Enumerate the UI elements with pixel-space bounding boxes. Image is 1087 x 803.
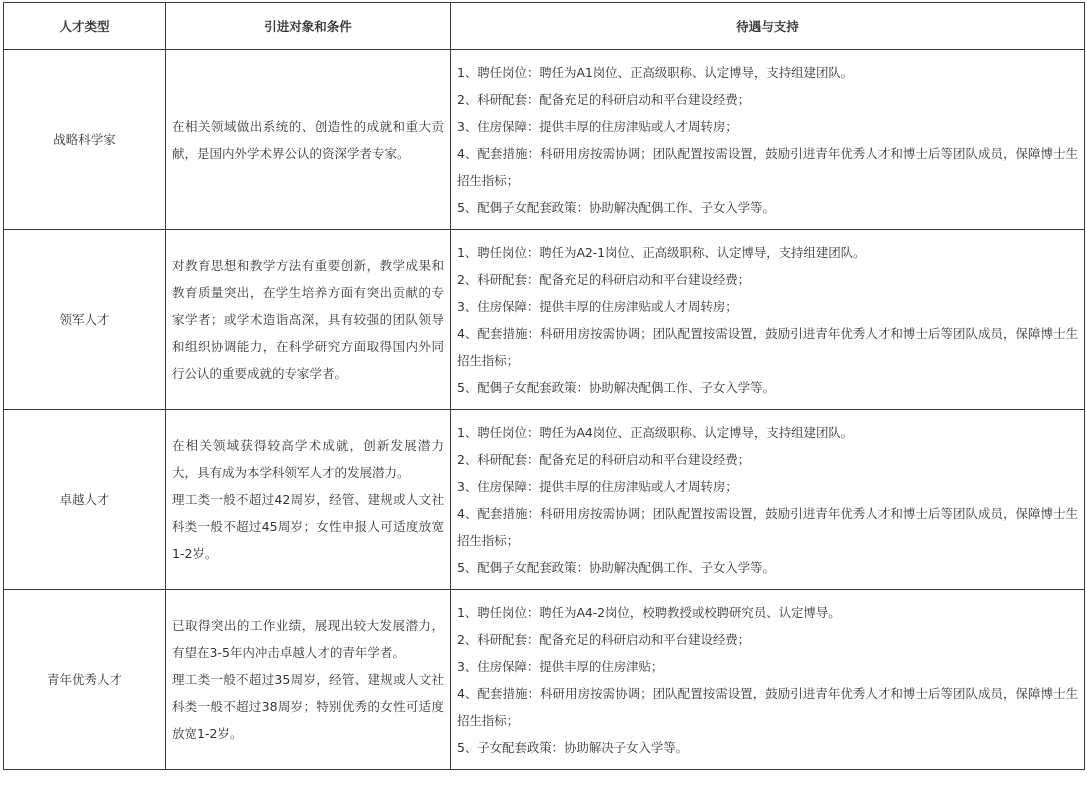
benefit-item: 1、聘任岗位：聘任为A2-1岗位、正高级职称、认定博导，支持组建团队。 xyxy=(457,244,866,260)
talent-policy-table-wrapper xyxy=(3,2,1085,770)
talent-type-cell: 青年优秀人才 xyxy=(4,590,166,770)
benefit-item: 4、配套措施：科研用房按需协调；团队配置按需设置，鼓励引进青年优秀人才和博士后等团队成员，保障博士生招生指标； xyxy=(457,325,1078,368)
benefit-item: 3、住房保障：提供丰厚的住房津贴或人才周转房； xyxy=(457,118,738,134)
condition-text: 对教育思想和教学方法有重要创新，教学成果和教育质量突出，在学生培养方面有突出贡献的专家学者；或学术造诣高深，具有较强的团队领导和组织协调能力，在科学研究方面取得国内外同行公认的重要成就的专家学者。 xyxy=(172,258,444,381)
conditions-cell xyxy=(166,410,451,590)
table-row xyxy=(4,410,1085,590)
benefit-item: 2、科研配套：配备充足的科研启动和平台建设经费； xyxy=(457,271,751,287)
benefit-item: 1、聘任岗位：聘任为A1岗位、正高级职称、认定博导，支持组建团队。 xyxy=(457,64,854,80)
condition-text: 理工类一般不超过42周岁，经管、建规或人文社科类一般不超过45周岁；女性申报人可适度放宽1-2岁。 xyxy=(172,492,444,561)
talent-type-cell: 卓越人才 xyxy=(4,410,166,590)
benefit-item: 1、聘任岗位：聘任为A4岗位、正高级职称、认定博导，支持组建团队。 xyxy=(457,424,854,440)
benefit-item: 5、配偶子女配套政策：协助解决配偶工作、子女入学等。 xyxy=(457,379,775,395)
benefit-item: 3、住房保障：提供丰厚的住房津贴； xyxy=(457,658,664,674)
conditions-cell xyxy=(166,590,451,770)
talent-type-cell: 战略科学家 xyxy=(4,50,166,230)
benefit-item: 1、聘任岗位：聘任为A4-2岗位，校聘教授或校聘研究员、认定博导。 xyxy=(457,604,841,620)
conditions-cell xyxy=(166,50,451,230)
benefit-item: 4、配套措施：科研用房按需协调；团队配置按需设置，鼓励引进青年优秀人才和博士后等团队成员，保障博士生招生指标； xyxy=(457,685,1078,728)
benefits-cell xyxy=(451,50,1085,230)
conditions-cell xyxy=(166,230,451,410)
condition-text: 已取得突出的工作业绩，展现出较大发展潜力，有望在3-5年内冲击卓越人才的青年学者。 xyxy=(172,618,444,660)
benefit-item: 4、配套措施：科研用房按需协调；团队配置按需设置，鼓励引进青年优秀人才和博士后等团队成员，保障博士生招生指标； xyxy=(457,145,1078,188)
condition-text: 理工类一般不超过35周岁，经管、建规或人文社科类一般不超过38周岁；特别优秀的女性可适度放宽1-2岁。 xyxy=(172,672,444,741)
benefits-cell xyxy=(451,590,1085,770)
condition-text: 在相关领域做出系统的、创造性的成就和重大贡献，是国内外学术界公认的资深学者专家。 xyxy=(172,118,444,161)
benefit-item: 5、子女配套政策：协助解决子女入学等。 xyxy=(457,739,689,755)
benefit-item: 2、科研配套：配备充足的科研启动和平台建设经费； xyxy=(457,451,751,467)
benefit-item: 5、配偶子女配套政策：协助解决配偶工作、子女入学等。 xyxy=(457,199,775,215)
benefit-item: 3、住房保障：提供丰厚的住房津贴或人才周转房； xyxy=(457,478,738,494)
benefit-item: 5、配偶子女配套政策：协助解决配偶工作、子女入学等。 xyxy=(457,559,775,575)
condition-text: 在相关领域获得较高学术成就，创新发展潜力大，具有成为本学科领军人才的发展潜力。 xyxy=(172,438,444,480)
header-benefits: 待遇与支持 xyxy=(451,3,1085,50)
benefit-item: 4、配套措施：科研用房按需协调；团队配置按需设置，鼓励引进青年优秀人才和博士后等团队成员，保障博士生招生指标； xyxy=(457,505,1078,548)
benefit-item: 3、住房保障：提供丰厚的住房津贴或人才周转房； xyxy=(457,298,738,314)
talent-type-cell: 领军人才 xyxy=(4,230,166,410)
header-talent-type: 人才类型 xyxy=(4,3,166,50)
benefit-item: 2、科研配套：配备充足的科研启动和平台建设经费； xyxy=(457,631,751,647)
benefits-cell xyxy=(451,230,1085,410)
header-row xyxy=(4,3,1085,50)
table-row xyxy=(4,50,1085,230)
table-row xyxy=(4,230,1085,410)
header-conditions: 引进对象和条件 xyxy=(166,3,451,50)
benefit-item: 2、科研配套：配备充足的科研启动和平台建设经费； xyxy=(457,91,751,107)
benefits-cell xyxy=(451,410,1085,590)
table-row xyxy=(4,590,1085,770)
talent-policy-table xyxy=(3,2,1085,770)
